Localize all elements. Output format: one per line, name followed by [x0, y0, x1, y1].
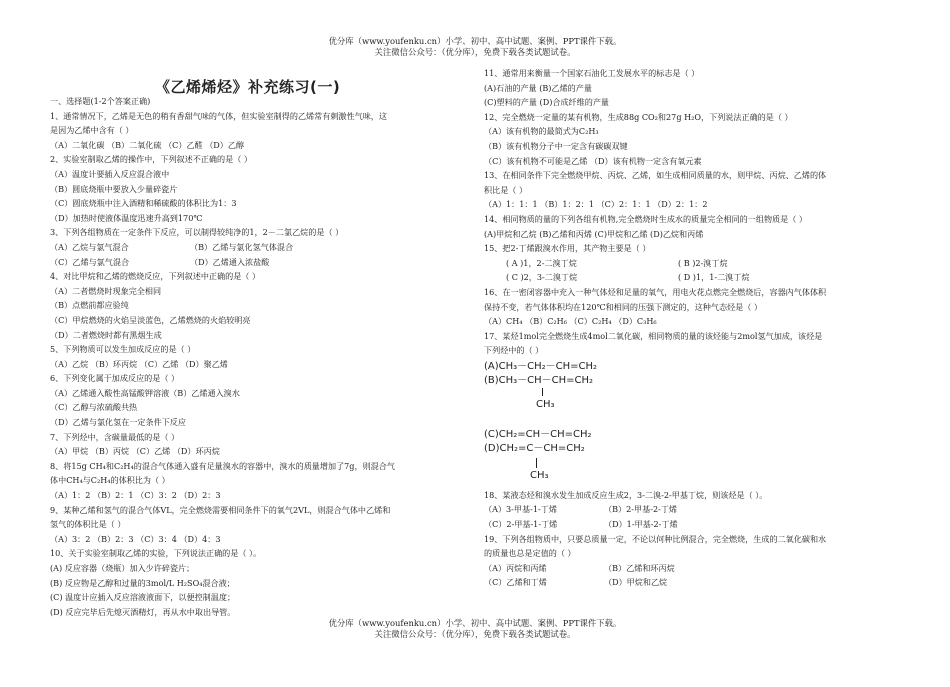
q3-text: 3、下列各组物质在一定条件下反应，可以制得较纯净的1，2－二氯乙烷的是（ ）: [50, 227, 344, 238]
q6-option-d: （D）乙烯与氯化氢在一定条件下反应: [50, 417, 186, 428]
q11-text: 11、通常用来衡量一个国家石油化工发展水平的标志是（ ）: [484, 68, 700, 78]
q17-d-methyl: CH₃: [530, 469, 549, 481]
q10-text: 10、关于实验室制取乙烯的实验，下列说法正确的是（ ）。: [50, 548, 262, 559]
q17-option-c: (C)CH₂=CH－CH=CH₂: [484, 428, 592, 440]
q4-option-b: （B）点燃前都应验纯: [50, 300, 129, 311]
q17-d-bond: [536, 458, 537, 468]
q4-option-d: （D）二者燃烧时都有黑烟生成: [50, 329, 162, 340]
q17-option-b: (B)CH₃－CH－CH=CH₂: [484, 374, 594, 386]
q4-option-c: （C）甲烷燃烧的火焰呈淡蓝色，乙烯燃烧的火焰较明亮: [50, 314, 251, 325]
q5-options: （A）乙烷 （B）环丙烷 （C）乙烯 （D）聚乙烯: [50, 358, 228, 369]
q17-text-1: 17、某烃1mol完全燃烧生成4mol二氧化碳，相同物质的量的该烃能与2mol氢气加成，该烃是: [484, 330, 823, 341]
q12-option-a: （A）该有机物的最简式为C₂H₃: [484, 126, 599, 137]
q1-text-2: 是因为乙烯中含有（ ）: [50, 125, 134, 136]
q15-text: 15、把2-丁烯跟溴水作用，其产物主要是（ ）: [484, 243, 651, 254]
q5-text: 5、下列物质可以发生加成反应的是（ ）: [50, 344, 196, 355]
q19-option-b: （B）乙烯和环丙烷: [604, 562, 675, 573]
q17-b-bond: [542, 388, 543, 396]
q3-option-d: （D）乙烯通入浓盐酸: [190, 256, 270, 267]
q15-options-cd: [484, 270, 906, 285]
q17-option-d: (D)CH₂=C－CH=CH₂: [484, 442, 585, 454]
q3-option-b: （B）乙烯与氯化氢气体混合: [190, 241, 294, 252]
q10-option-b: (B) 反应物是乙醇和过量的3mol/L H₂SO₄混合液；: [50, 577, 235, 588]
q2-option-d: （D）加热时使液体温度迅速升高到170℃: [50, 212, 203, 223]
q17-option-a: (A)CH₃－CH₂－CH=CH₂: [484, 360, 598, 372]
q13-options: （A）1：1：1 （B）1：2：1 （C）2：1：1 （D）2：1：2: [484, 199, 708, 210]
q11-options-cd: (C)塑料的产量 (D)合成纤维的产量: [484, 97, 610, 108]
q17-formula-cd: [484, 428, 906, 458]
q10-option-a: (A) 反应容器（烧瓶）加入少许碎瓷片；: [50, 563, 195, 573]
q19-text-1: 19、下列各组物质中，只要总质量一定，不论以何种比例混合，完全燃烧，生成的二氧化碳和水: [484, 533, 827, 544]
q15-option-b: ( B )2-溴丁烷: [678, 257, 728, 268]
q18-options-cd: [484, 517, 906, 532]
q16-text-2: 保持不变，若气体体积均在120℃和相同的压强下测定的，这种气态烃是（ ）: [484, 301, 762, 312]
left-column: [50, 65, 468, 619]
q9-options: （A）3：2 （B）2：3 （C）3：4 （D）4：3: [50, 533, 221, 544]
q2-text: 2、实验室制取乙烯的操作中，下列叙述不正确的是（ ）: [50, 154, 252, 165]
q10-option-c: (C) 温度计应插入反应溶液液面下，以便控制温度；: [50, 592, 236, 603]
q18-option-a: （A）3-甲基-1-丁烯: [484, 504, 557, 515]
page-header: [0, 36, 950, 58]
q19-options-ab: [484, 561, 906, 576]
q2-option-b: （B）圆底烧瓶中要放入少量碎瓷片: [50, 183, 178, 194]
section-heading: 一、选择题(1-2个答案正确): [50, 96, 151, 106]
q4-option-a: （A）二者燃烧时现象完全相同: [50, 285, 162, 296]
q15-option-a: ( A )1，2-二溴丁烷: [506, 257, 577, 268]
page-title: 《乙烯烯烃》补充练习(一): [155, 78, 341, 96]
q13-text-1: 13、在相同条件下完全燃烧甲烷、丙烷、乙烯，如生成相同质量的水，则甲烷、丙烷、乙烯的体: [484, 170, 827, 181]
q17-text-2: 下列烃中的（ ）: [484, 345, 544, 356]
q18-option-c: （C）2-甲基-1-丁烯: [484, 519, 558, 530]
q12-option-b: （B）该有机物分子中一定含有碳碳双键: [484, 140, 628, 151]
q19-option-d: （D）甲烷和乙烷: [604, 577, 668, 588]
q7-options: （A）甲烷 （B）丙烷 （C）乙烯 （D）环丙烷: [50, 446, 220, 457]
q3-options-cd: [50, 255, 468, 270]
q19-option-a: （A）丙烷和丙烯: [484, 562, 547, 573]
q1-text-1: 1、通常情况下，乙烯是无色的稍有香甜气味的气体，但实验室制得的乙烯常有刺激性气味，这: [50, 110, 387, 121]
q19-options-cd: [484, 575, 906, 590]
q15-options-ab: [484, 256, 906, 271]
q19-option-c: （C）乙烯和丁烯: [484, 577, 547, 588]
q12-options-cd: （C）该有机物不可能是乙烯 （D）该有机物一定含有氧元素: [484, 155, 702, 166]
q6-option-c: （C）乙醇与浓硫酸共热: [50, 402, 138, 413]
q14-options: (A)甲烷和乙烷 (B)乙烯和丙烯 (C)甲烷和乙烯 (D)乙烷和丙烯: [484, 228, 704, 239]
right-column: [484, 66, 906, 590]
q18-option-b: （B）2-甲基-2-丁烯: [604, 504, 678, 515]
footer-line-2: 关注微信公众号：（优分库），免费下载各类试题试卷。: [374, 629, 576, 639]
q9-text-2: 氢气的体积比是（ ）: [50, 519, 126, 530]
q17-b-methyl: CH₃: [536, 398, 555, 410]
page-footer: [0, 618, 950, 640]
q16-options: （A）CH₄ （B）C₂H₆ （C）C₂H₄ （D）C₃H₆: [484, 316, 657, 327]
q8-text-1: 8、将15g CH₄和C₂H₄的混合气体通入盛有足量溴水的容器中，溴水的质量增加了7g，则混合气: [50, 460, 395, 471]
q18-text: 18、某液态烃和溴水发生加成反应生成2，3-二溴-2-甲基丁烷，则该烃是（ ）。: [484, 489, 768, 500]
q7-text: 7、下列烃中，含碳量最低的是（ ）: [50, 431, 180, 442]
q2-option-c: （C）圆底烧瓶中注入酒精和稀硫酸的体积比为1：3: [50, 198, 237, 209]
q8-options: （A）1：2 （B）2：1 （C）3：2 （D）2：3: [50, 490, 221, 501]
q14-text: 14、相同物质的量的下列各组有机物,完全燃烧时生成水的质量完全相同的一组物质是（ ）: [484, 213, 808, 224]
q8-text-2: 体中CH₄与C₂H₄的体积比为（ ）: [50, 475, 170, 486]
header-line-1: 优分库（www.youfenku.cn）小学、初中、高中试题、案例、PPT课件下载。: [328, 36, 622, 46]
q19-text-2: 的质量也总是定值的（ ）: [484, 548, 576, 559]
q15-option-d: ( D )1，1-二溴丁烷: [678, 272, 750, 283]
q17-formula-ab: [484, 358, 906, 388]
q3-option-a: （A）乙烷与氯气混合: [50, 241, 129, 252]
q3-options-ab: [50, 240, 468, 255]
q18-option-d: （D）1-甲基-2-丁烯: [604, 519, 678, 530]
q2-option-a: （A）温度计要插入反应混合液中: [50, 168, 170, 179]
q9-text-1: 9、某种乙烯和氢气的混合气体VL，完全燃烧需要相同条件下的氧气2VL，则混合气体中乙烯和: [50, 504, 391, 515]
q1-options: （A）二氧化碳 （B）二氧化硫 （C）乙醛 （D）乙醇: [50, 139, 245, 150]
q13-text-2: 积比是（ ）: [484, 184, 528, 195]
q10-option-d: (D) 反应完毕后先熄灭酒精灯，再从水中取出导管。: [50, 606, 236, 617]
q6-options-ab: （A）乙烯通入酸性高锰酸钾溶液（B）乙烯通入溴水: [50, 387, 240, 398]
header-line-2: 关注微信公众号：（优分库），免费下载各类试题试卷。: [374, 47, 576, 57]
footer-line-1: 优分库（www.youfenku.cn）小学、初中、高中试题、案例、PPT课件下载。: [328, 618, 622, 628]
q4-text: 4、对比甲烷和乙烯的燃烧反应，下列叙述中正确的是（ ）: [50, 271, 261, 282]
q11-options-ab: (A)石油的产量 (B)乙烯的产量: [484, 82, 592, 93]
q6-text: 6、下列变化属于加成反应的是（ ）: [50, 373, 180, 384]
q17-formula-d-branch: [484, 458, 906, 488]
q16-text-1: 16、在一密闭容器中充入一种气体烃和足量的氧气，用电火花点燃完全燃烧后，容器内气体体积: [484, 286, 827, 297]
q15-option-c: ( C )2，3-二溴丁烷: [506, 272, 578, 283]
q18-options-ab: [484, 502, 906, 517]
q12-text: 12、完全燃烧一定量的某有机物，生成88g CO₂和27g H₂O，下列说法正确的是（ ）: [484, 111, 793, 122]
q3-option-c: （C）乙烯与氯气混合: [50, 256, 130, 267]
q17-formula-b-branch: [484, 388, 906, 428]
